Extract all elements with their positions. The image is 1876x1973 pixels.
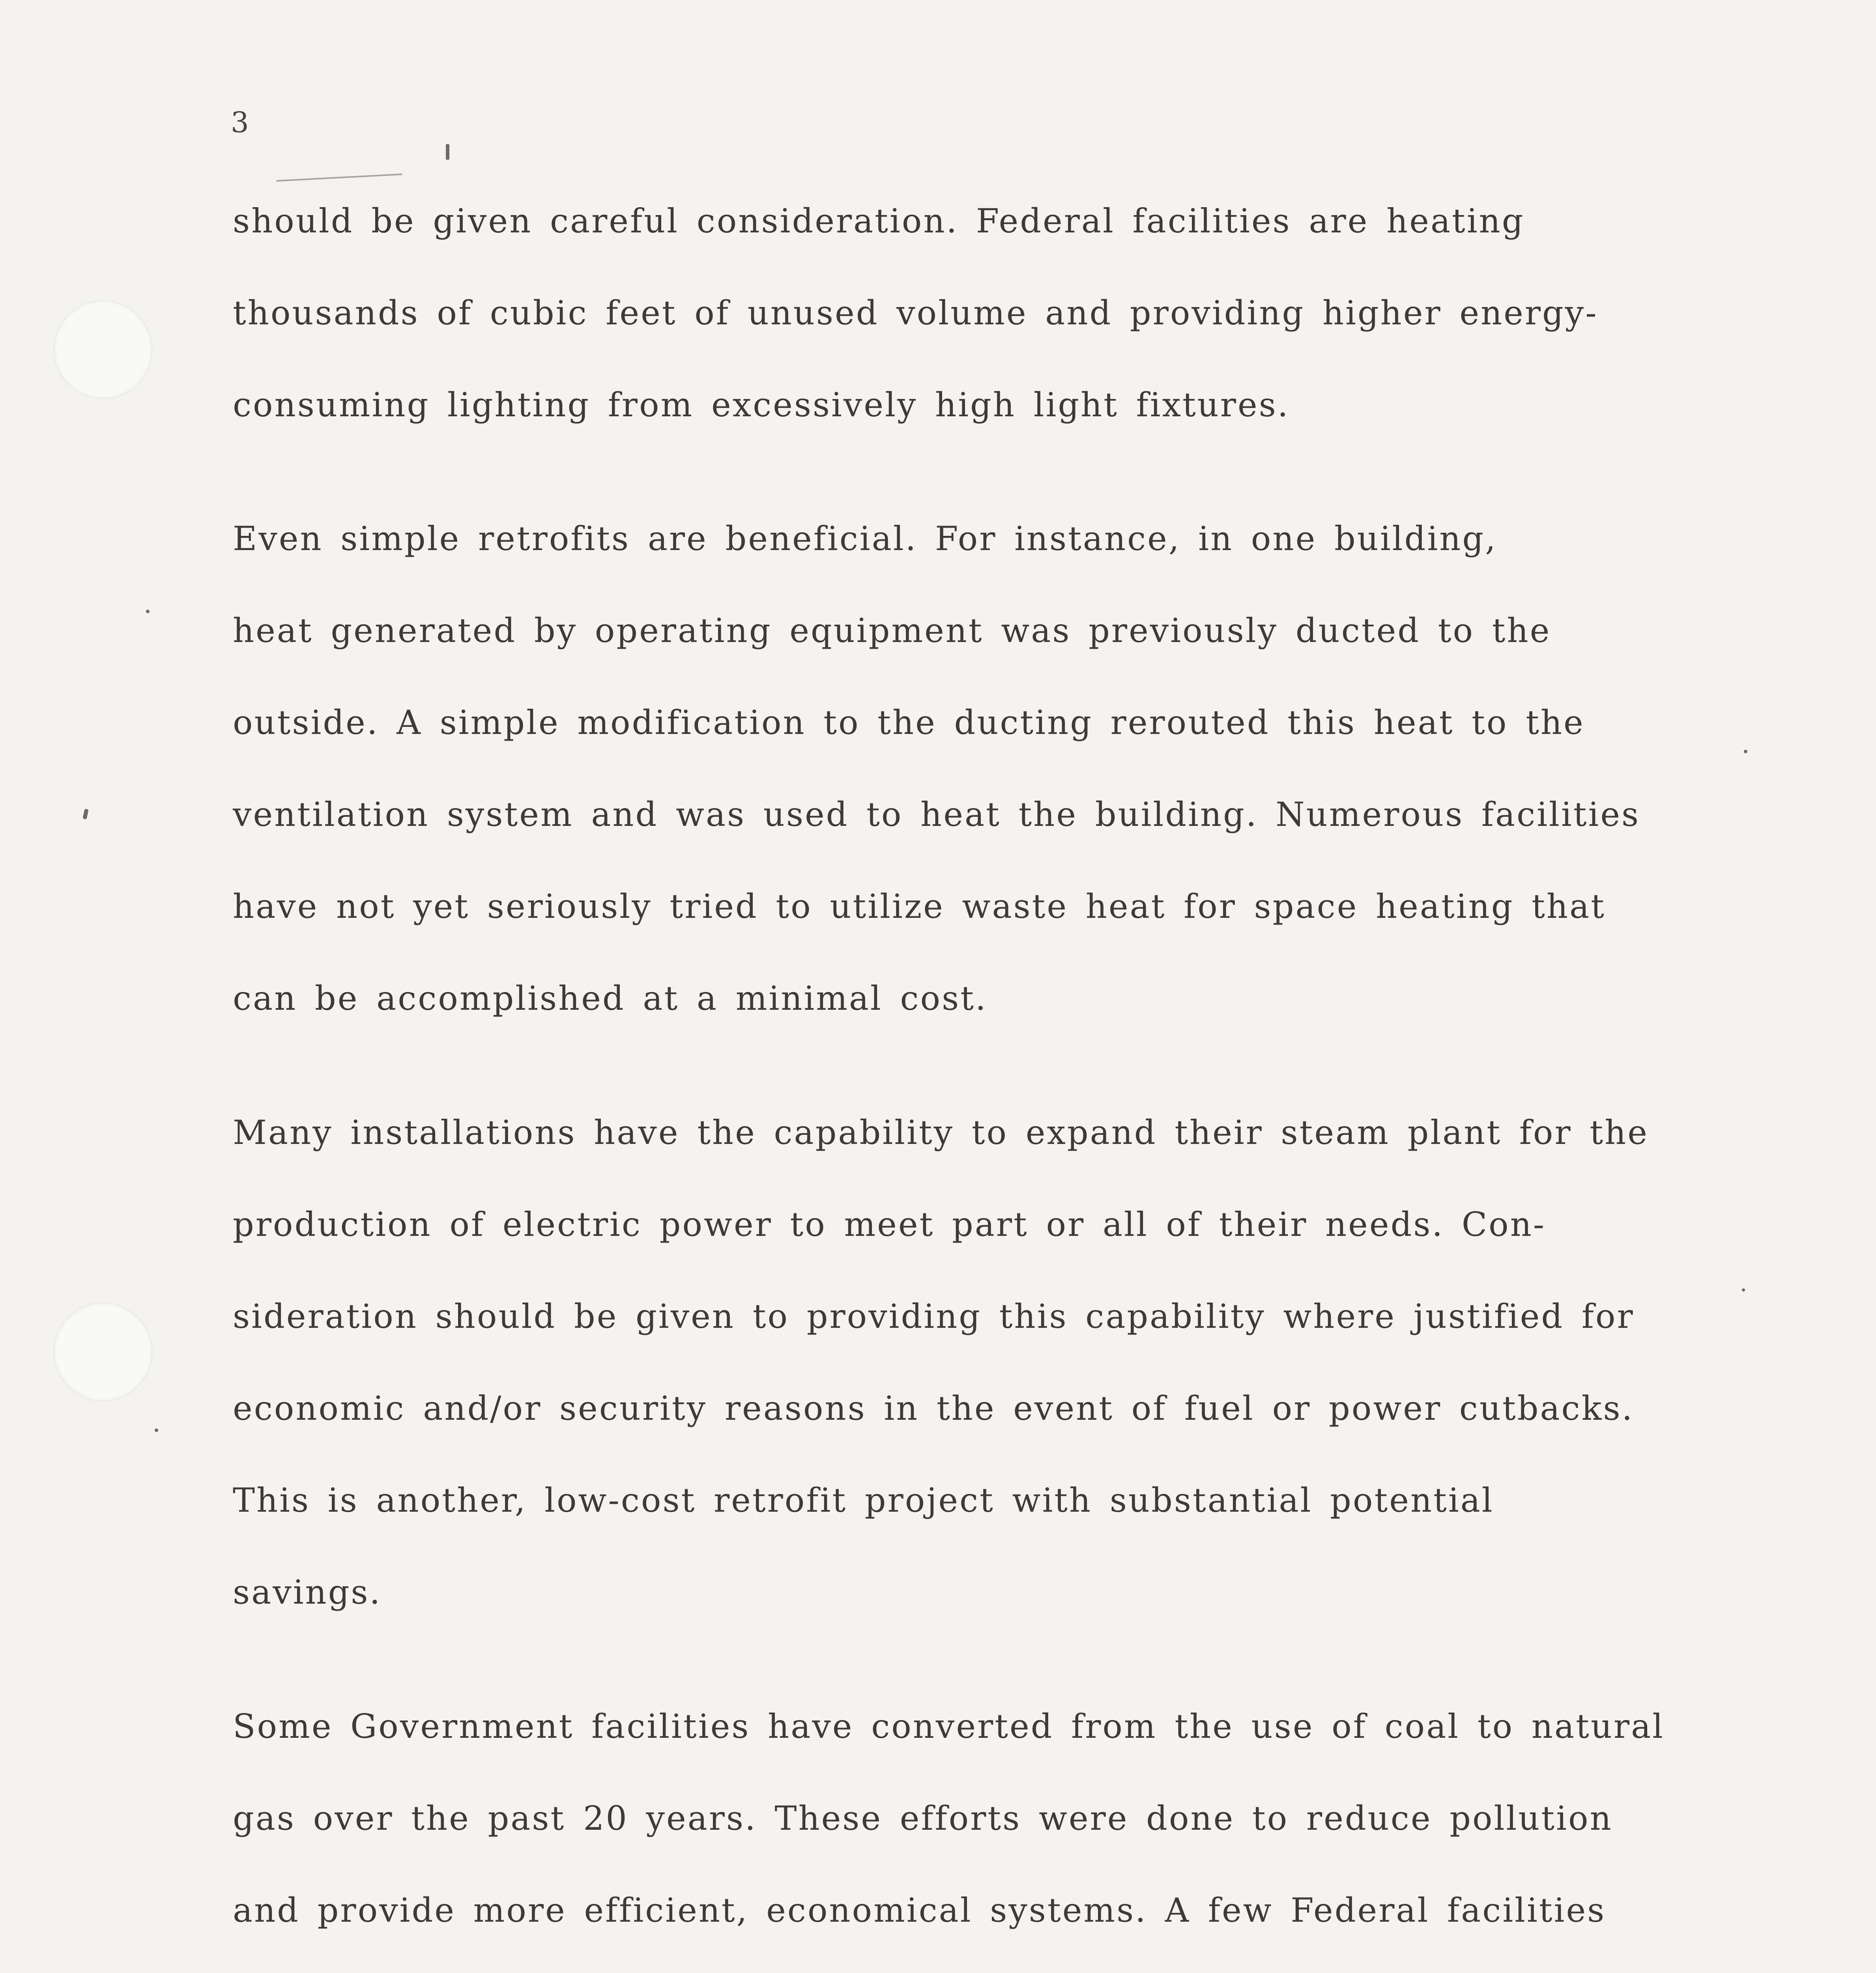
text-line: have not yet seriously tried to utilize waste heat for space heating that (233, 887, 1606, 926)
text-line: Many installations have the capability to expand their steam plant for the (233, 1113, 1649, 1152)
text-line: economic and/or security reasons in the event of fuel or power cutbacks. (233, 1389, 1634, 1428)
paragraph-2 (233, 515, 1752, 1067)
text-line: gas over the past 20 years. These efforts were done to reduce pollution (233, 1799, 1613, 1838)
text-line: outside. A simple modification to the ducting rerouted this heat to the (233, 703, 1585, 742)
text-line: ventilation system and was used to heat the building. Numerous facilities (233, 795, 1640, 834)
text-line: heat generated by operating equipment was previously ducted to the (233, 611, 1551, 650)
scan-speck (276, 174, 402, 182)
text-line: Some Government facilities have converted from the use of coal to natural (233, 1707, 1665, 1746)
scan-speck (1744, 750, 1747, 753)
paragraph-1 (233, 197, 1752, 473)
text-line: savings. (233, 1573, 382, 1612)
text-line: sideration should be given to providing this capability where justified for (233, 1297, 1635, 1336)
text-line: consuming lighting from excessively high light fixtures. (233, 386, 1290, 424)
scan-speck (82, 809, 88, 820)
text-line: production of electric power to meet part or all of their needs. Con- (233, 1205, 1546, 1244)
page-number: 3 (231, 106, 249, 139)
scan-speck (155, 1428, 158, 1432)
punch-hole-top (53, 300, 153, 399)
text-line: and provide more efficient, economical systems. A few Federal facilities (233, 1891, 1606, 1930)
scan-speck (446, 144, 449, 160)
text-line: This is another, low-cost retrofit project with substantial potential (233, 1481, 1494, 1520)
scan-speck (1742, 1288, 1745, 1292)
text-line: thousands of cubic feet of unused volume and providing higher energy- (233, 294, 1598, 332)
text-line: can be accomplished at a minimal cost. (233, 979, 988, 1018)
punch-hole-middle (53, 1302, 153, 1402)
paragraph-3 (233, 1109, 1752, 1660)
text-line: Even simple retrofits are beneficial. For instance, in one building, (233, 519, 1497, 558)
paragraph-4 (233, 1703, 1752, 1973)
text-line: should be given careful consideration. Federal facilities are heating (233, 202, 1525, 240)
scan-speck (146, 610, 150, 613)
